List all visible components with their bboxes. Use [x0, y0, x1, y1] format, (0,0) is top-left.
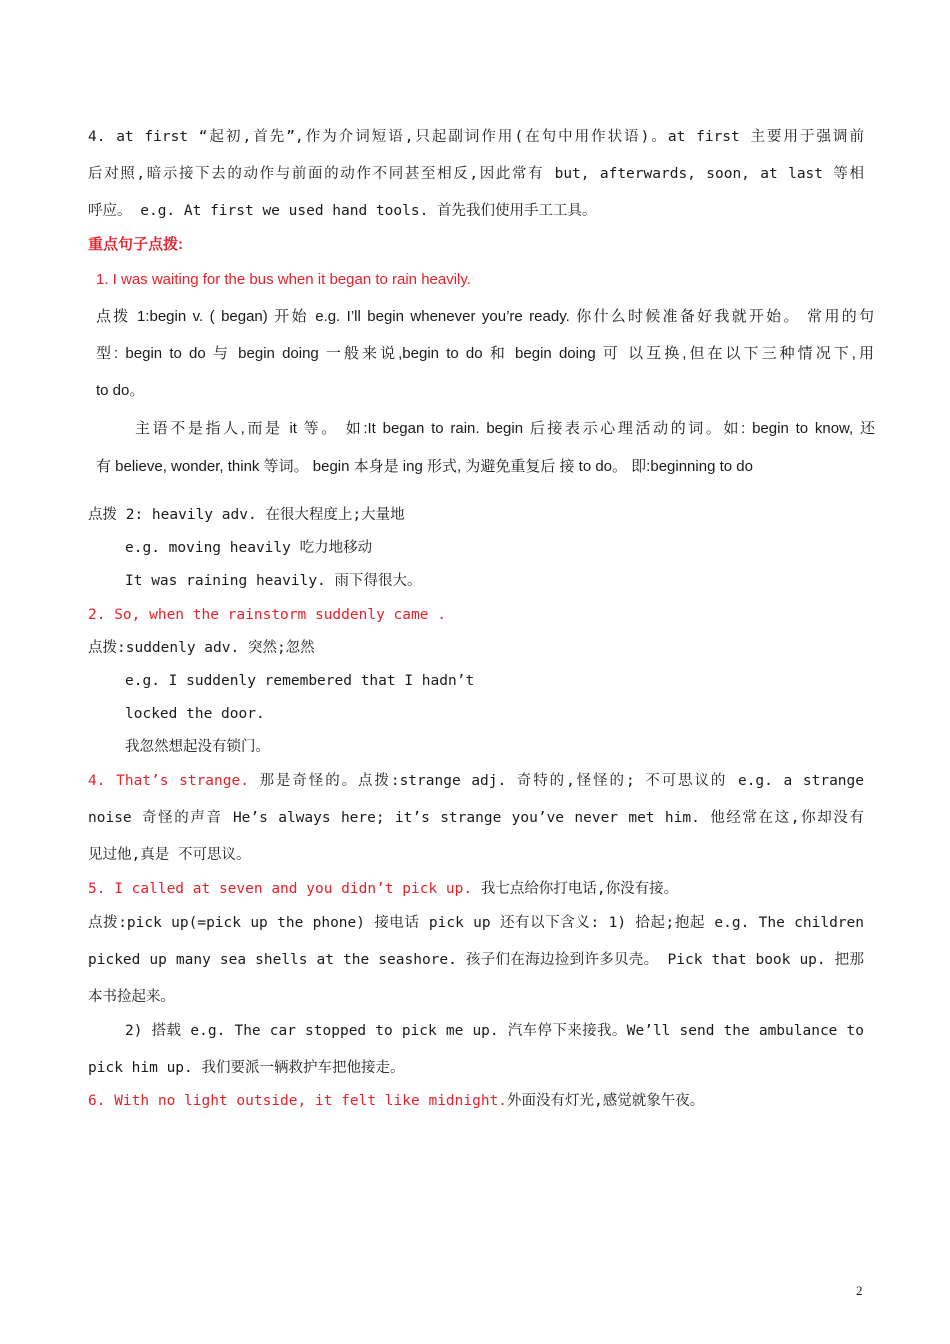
- paragraph-line: 本书捡起来。: [88, 989, 175, 1005]
- key-sentence: That’s strange.: [116, 773, 249, 789]
- paragraph-line: pick him up. 我们要派一辆救护车把他接走。: [88, 1060, 405, 1076]
- note-line: 点拨 2: heavily adv. 在很大程度上;大量地: [88, 507, 405, 523]
- key-sentence-number: 4.: [88, 773, 117, 789]
- paragraph-line: 2) 搭载 e.g. The car stopped to pick me up. 汽车停下来接我。We’ll send the ambulance to: [125, 1023, 864, 1039]
- example-line: e.g. I suddenly remembered that I hadn’t: [125, 673, 475, 689]
- note-line: 有 believe, wonder, think 等词。 begin 本身是 ing 形式, 为避免重复后 接 to do。 即:beginning to do: [96, 458, 753, 475]
- paragraph-line: 后对照,暗示接下去的动作与前面的动作不同甚至相反,因此常有 but, afterwards, soon, at last 等相: [88, 166, 864, 182]
- paragraph-line: 呼应。 e.g. At first we used hand tools. 首先我们使用手工工具。: [88, 203, 597, 219]
- translation: 我七点给你打电话,你没有接。: [480, 881, 679, 897]
- page-number: 2: [856, 1283, 863, 1298]
- paragraph-line: 点拨:pick up(=pick up the phone) 接电话 pick up 还有以下含义: 1) 拾起;抱起 e.g. The children: [88, 915, 864, 931]
- note-text: 那是奇怪的。点拨:strange adj. 奇特的,怪怪的; 不可思议的 e.g. a strange: [259, 773, 864, 789]
- example-line: locked the door.: [125, 706, 265, 722]
- key-sentence: 5. I called at seven and you didn’t pick up.: [88, 881, 473, 897]
- note-line: 主语不是指人,而是 it 等。 如:It began to rain. begin 后接表示心理活动的词。如: begin to know, 还: [135, 420, 875, 437]
- paragraph-line: 见过他,真是 不可思议。: [88, 847, 251, 863]
- example-line: 我忽然想起没有锁门。: [125, 739, 270, 755]
- key-sentence: 1. I was waiting for the bus when it began to rain heavily.: [96, 271, 471, 288]
- note-line: 点拨 1:begin v. ( began) 开始 e.g. I’ll begin whenever you’re ready. 你什么时候准备好我就开始。 常用的句: [96, 308, 874, 325]
- paragraph-line: noise 奇怪的声音 He’s always here; it’s strange you’ve never met him. 他经常在这,你却没有: [88, 810, 864, 826]
- note-line: 型: begin to do 与 begin doing 一般来说,begin to do 和 begin doing 可 以互换,但在以下三种情况下,用: [96, 345, 874, 362]
- paragraph-line: [88, 879, 678, 899]
- example-line: e.g. moving heavily 吃力地移动: [125, 540, 373, 556]
- paragraph-line: picked up many sea shells at the seashore. 孩子们在海边捡到许多贝壳。 Pick that book up. 把那: [88, 952, 864, 968]
- paragraph-line: [88, 1091, 704, 1111]
- key-sentence: 2. So, when the rainstorm suddenly came .: [88, 607, 446, 623]
- paragraph-line: [88, 771, 864, 791]
- paragraph-line: 4. at first “起初,首先”,作为介词短语,只起副词作用(在句中用作状语)。at first 主要用于强调前: [88, 129, 864, 145]
- section-heading: 重点句子点拨:: [88, 236, 183, 253]
- example-line: It was raining heavily. 雨下得很大。: [125, 573, 422, 589]
- note-line: 点拨:suddenly adv. 突然;忽然: [88, 640, 315, 656]
- note-line: to do。: [96, 382, 145, 399]
- translation: 外面没有灯光,感觉就象午夜。: [507, 1093, 705, 1109]
- key-sentence: 6. With no light outside, it felt like midnight.: [88, 1093, 508, 1109]
